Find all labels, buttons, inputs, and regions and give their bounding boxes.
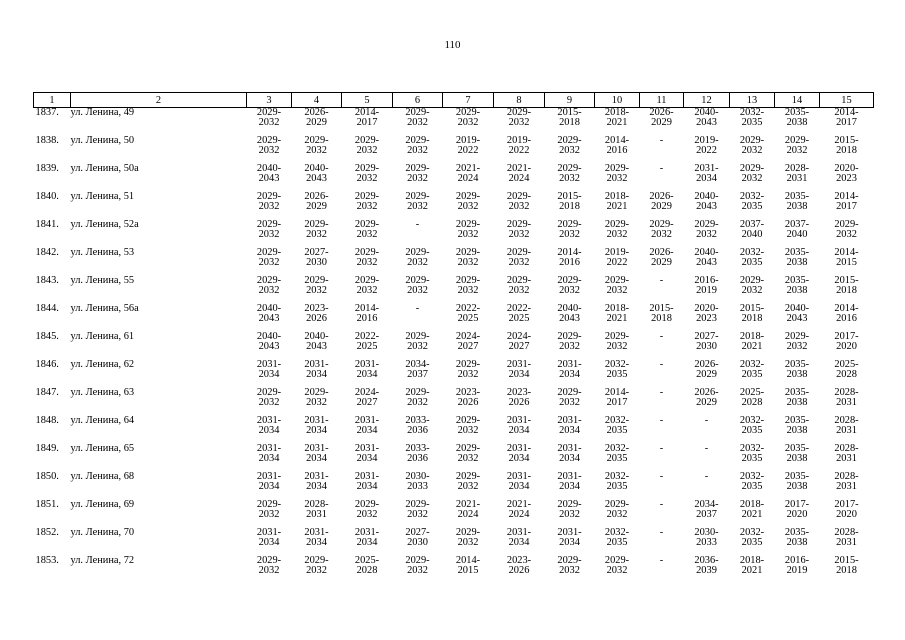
- period-cell: 2015- 2018: [834, 275, 859, 296]
- period-cell: 2022- 2025: [506, 303, 532, 324]
- period-cell: 2028- 2031: [834, 387, 859, 408]
- period-cell: 2029- 2032: [405, 387, 430, 408]
- period-cell: 2015- 2018: [557, 191, 582, 212]
- period-cell: -: [659, 275, 664, 286]
- period-cell: 2022- 2025: [455, 303, 481, 324]
- period-cell: 2035- 2038: [784, 275, 810, 296]
- period-cell: -: [659, 555, 664, 566]
- period-cell: 2028- 2031: [834, 415, 859, 436]
- period-cell: 2018- 2021: [739, 331, 765, 352]
- period-cell: 2029- 2032: [455, 247, 481, 268]
- period-cell: 2029- 2032: [506, 247, 532, 268]
- period-cell: 2025- 2028: [834, 359, 859, 380]
- period-cell: 2029- 2032: [557, 499, 582, 520]
- period-cell: 2029- 2032: [354, 135, 380, 156]
- period-cell: 2029- 2032: [304, 555, 329, 576]
- address-cell: ул. Ленина, 69: [70, 499, 135, 510]
- row-number: 1837.: [35, 107, 59, 118]
- period-cell: 2029- 2032: [455, 191, 481, 212]
- period-cell: 2032- 2035: [739, 359, 765, 380]
- period-cell: 2018- 2021: [604, 191, 630, 212]
- period-cell: 2031- 2034: [304, 359, 329, 380]
- period-cell: 2029- 2032: [304, 219, 329, 240]
- period-cell: 2019- 2022: [604, 247, 630, 268]
- period-cell: 2020- 2023: [834, 163, 859, 184]
- period-cell: 2015- 2018: [739, 303, 765, 324]
- row-number: 1844.: [35, 303, 59, 314]
- period-cell: 2029- 2032: [506, 219, 532, 240]
- period-cell: 2022- 2025: [354, 331, 380, 352]
- period-cell: -: [704, 443, 709, 454]
- period-cell: 2018- 2021: [739, 499, 765, 520]
- period-cell: 2027- 2030: [694, 331, 719, 352]
- period-cell: -: [415, 219, 420, 230]
- period-cell: 2026- 2029: [304, 191, 329, 212]
- period-cell: 2014- 2016: [354, 303, 380, 324]
- period-cell: 2020- 2023: [694, 303, 719, 324]
- address-cell: ул. Ленина, 63: [70, 387, 135, 398]
- period-cell: 2031- 2034: [304, 527, 329, 548]
- period-cell: 2019- 2022: [694, 135, 719, 156]
- period-cell: 2021- 2024: [455, 163, 481, 184]
- period-cell: 2032- 2035: [604, 443, 630, 464]
- period-cell: 2031- 2034: [256, 471, 282, 492]
- period-cell: 2023- 2026: [455, 387, 481, 408]
- period-cell: 2029- 2032: [405, 107, 430, 128]
- period-cell: 2029- 2032: [405, 499, 430, 520]
- period-cell: 2029- 2032: [557, 331, 582, 352]
- column-header: 5: [342, 93, 393, 108]
- period-cell: 2028- 2031: [834, 527, 859, 548]
- table-row: [34, 528, 874, 556]
- period-cell: 2032- 2035: [739, 443, 765, 464]
- period-cell: 2025- 2028: [739, 387, 765, 408]
- row-number: 1846.: [35, 359, 59, 370]
- period-cell: 2029- 2032: [405, 135, 430, 156]
- period-cell: 2031- 2034: [354, 359, 380, 380]
- period-cell: 2028- 2031: [834, 471, 859, 492]
- period-cell: 2037- 2040: [784, 219, 810, 240]
- period-cell: 2040- 2043: [694, 191, 719, 212]
- table-row: [34, 164, 874, 192]
- row-number: 1853.: [35, 555, 59, 566]
- period-cell: 2031- 2034: [557, 471, 582, 492]
- period-cell: 2033- 2036: [405, 415, 430, 436]
- address-cell: ул. Ленина, 68: [70, 471, 135, 482]
- period-cell: 2016- 2019: [784, 555, 810, 576]
- period-cell: 2029- 2032: [455, 415, 481, 436]
- row-number: 1841.: [35, 219, 59, 230]
- table-row: [34, 136, 874, 164]
- period-cell: 2029- 2032: [256, 499, 282, 520]
- period-cell: 2028- 2031: [834, 443, 859, 464]
- period-cell: 2040- 2043: [256, 163, 282, 184]
- period-cell: 2040- 2043: [256, 303, 282, 324]
- row-number: 1845.: [35, 331, 59, 342]
- address-cell: ул. Ленина, 51: [70, 191, 135, 202]
- period-cell: 2035- 2038: [784, 191, 810, 212]
- address-cell: ул. Ленина, 52а: [70, 219, 139, 230]
- address-cell: ул. Ленина, 64: [70, 415, 135, 426]
- table-body: [34, 108, 874, 585]
- column-header: 3: [247, 93, 292, 108]
- period-cell: 2029- 2032: [354, 191, 380, 212]
- period-cell: 2029- 2032: [649, 219, 674, 240]
- period-cell: -: [659, 135, 664, 146]
- table-row: [34, 332, 874, 360]
- period-cell: 2014- 2015: [834, 247, 859, 268]
- period-cell: 2019- 2022: [455, 135, 481, 156]
- period-cell: -: [659, 443, 664, 454]
- period-cell: 2029- 2032: [455, 107, 481, 128]
- period-cell: 2029- 2032: [405, 275, 430, 296]
- period-cell: 2018- 2021: [604, 107, 630, 128]
- period-cell: 2026- 2029: [304, 107, 329, 128]
- period-cell: -: [659, 359, 664, 370]
- header-row: [34, 93, 874, 108]
- row-number: 1848.: [35, 415, 59, 426]
- period-cell: -: [659, 415, 664, 426]
- period-cell: 2040- 2043: [256, 331, 282, 352]
- period-cell: 2021- 2024: [506, 499, 532, 520]
- period-cell: -: [659, 387, 664, 398]
- period-cell: 2032- 2035: [739, 527, 765, 548]
- period-cell: 2030- 2033: [405, 471, 430, 492]
- period-cell: 2029- 2032: [604, 219, 630, 240]
- period-cell: 2026- 2029: [649, 107, 674, 128]
- period-cell: 2032- 2035: [739, 247, 765, 268]
- period-cell: 2014- 2017: [604, 387, 630, 408]
- period-cell: 2031- 2034: [256, 443, 282, 464]
- period-cell: 2024- 2027: [506, 331, 532, 352]
- period-cell: 2029- 2032: [506, 275, 532, 296]
- row-number: 1852.: [35, 527, 59, 538]
- period-cell: 2029- 2032: [604, 275, 630, 296]
- period-cell: 2031- 2034: [304, 443, 329, 464]
- address-cell: ул. Ленина, 72: [70, 555, 135, 566]
- period-cell: -: [659, 163, 664, 174]
- period-cell: 2029- 2032: [604, 331, 630, 352]
- period-cell: 2024- 2027: [354, 387, 380, 408]
- period-cell: 2023- 2026: [506, 387, 532, 408]
- period-cell: 2017- 2020: [834, 499, 859, 520]
- period-cell: 2025- 2028: [354, 555, 380, 576]
- address-cell: ул. Ленина, 65: [70, 443, 135, 454]
- address-cell: ул. Ленина, 53: [70, 247, 135, 258]
- period-cell: 2029- 2032: [506, 191, 532, 212]
- period-cell: 2029- 2032: [557, 275, 582, 296]
- column-header: 6: [393, 93, 443, 108]
- period-cell: 2026- 2029: [694, 359, 719, 380]
- period-cell: 2031- 2034: [354, 443, 380, 464]
- period-cell: 2014- 2016: [834, 303, 859, 324]
- period-cell: 2031- 2034: [354, 415, 380, 436]
- period-cell: 2029- 2032: [694, 219, 719, 240]
- period-cell: 2029- 2032: [557, 135, 582, 156]
- table-row: [34, 472, 874, 500]
- period-cell: 2037- 2040: [739, 219, 765, 240]
- column-header: 7: [443, 93, 494, 108]
- address-cell: ул. Ленина, 49: [70, 107, 135, 118]
- period-cell: 2035- 2038: [784, 415, 810, 436]
- period-cell: -: [704, 471, 709, 482]
- period-cell: 2021- 2024: [455, 499, 481, 520]
- period-cell: 2018- 2021: [604, 303, 630, 324]
- period-cell: 2024- 2027: [455, 331, 481, 352]
- column-header: 2: [71, 93, 247, 108]
- period-cell: 2029- 2032: [405, 331, 430, 352]
- period-cell: 2026- 2029: [649, 191, 674, 212]
- address-cell: ул. Ленина, 70: [70, 527, 135, 538]
- period-cell: 2029- 2032: [455, 359, 481, 380]
- period-cell: 2029- 2032: [506, 107, 532, 128]
- period-cell: 2029- 2032: [256, 555, 282, 576]
- row-number: 1847.: [35, 387, 59, 398]
- period-cell: 2029- 2032: [354, 275, 380, 296]
- period-cell: 2029- 2032: [784, 331, 810, 352]
- period-cell: 2035- 2038: [784, 527, 810, 548]
- period-cell: 2029- 2032: [455, 527, 481, 548]
- period-cell: 2035- 2038: [784, 247, 810, 268]
- row-number: 1849.: [35, 443, 59, 454]
- period-cell: 2029- 2032: [354, 163, 380, 184]
- period-cell: 2029- 2032: [256, 107, 282, 128]
- period-cell: 2029- 2032: [834, 219, 859, 240]
- period-cell: 2029- 2032: [784, 135, 810, 156]
- column-header: 4: [292, 93, 342, 108]
- period-cell: 2027- 2030: [405, 527, 430, 548]
- period-cell: 2040- 2043: [304, 163, 329, 184]
- period-cell: 2029- 2032: [304, 387, 329, 408]
- period-cell: 2040- 2043: [694, 247, 719, 268]
- period-cell: 2017- 2020: [784, 499, 810, 520]
- row-number: 1851.: [35, 499, 59, 510]
- address-cell: ул. Ленина, 50а: [70, 163, 139, 174]
- period-cell: 2040- 2043: [784, 303, 810, 324]
- period-cell: 2031- 2034: [354, 471, 380, 492]
- period-cell: 2040- 2043: [304, 331, 329, 352]
- table-row: [34, 220, 874, 248]
- period-cell: 2018- 2021: [739, 555, 765, 576]
- period-cell: 2033- 2036: [405, 443, 430, 464]
- row-number: 1850.: [35, 471, 59, 482]
- period-cell: 2029- 2032: [557, 219, 582, 240]
- period-cell: 2029- 2032: [256, 387, 282, 408]
- address-cell: ул. Ленина, 56а: [70, 303, 139, 314]
- page-number: 110: [444, 39, 461, 51]
- period-cell: 2029- 2032: [455, 443, 481, 464]
- period-cell: 2029- 2032: [604, 499, 630, 520]
- column-header: 14: [775, 93, 820, 108]
- period-cell: 2023- 2026: [506, 555, 532, 576]
- column-header: 13: [730, 93, 775, 108]
- period-cell: 2032- 2035: [604, 527, 630, 548]
- period-cell: 2032- 2035: [739, 415, 765, 436]
- table-row: [34, 276, 874, 304]
- table-row: [34, 248, 874, 276]
- row-number: 1842.: [35, 247, 59, 258]
- period-cell: 2028- 2031: [304, 499, 329, 520]
- period-cell: 2031- 2034: [694, 163, 719, 184]
- period-cell: 2030- 2033: [694, 527, 719, 548]
- period-cell: 2031- 2034: [256, 527, 282, 548]
- schedule-table: [33, 92, 874, 584]
- address-cell: ул. Ленина, 62: [70, 359, 135, 370]
- period-cell: 2029- 2032: [354, 219, 380, 240]
- period-cell: 2014- 2017: [834, 107, 859, 128]
- period-cell: 2029- 2032: [405, 247, 430, 268]
- period-cell: 2032- 2035: [739, 191, 765, 212]
- period-cell: 2040- 2043: [557, 303, 582, 324]
- period-cell: 2029- 2032: [256, 247, 282, 268]
- period-cell: 2014- 2017: [354, 107, 380, 128]
- table-row: [34, 192, 874, 220]
- column-header: 11: [640, 93, 684, 108]
- period-cell: 2015- 2018: [557, 107, 582, 128]
- period-cell: 2029- 2032: [557, 163, 582, 184]
- period-cell: 2029- 2032: [739, 163, 765, 184]
- period-cell: -: [659, 527, 664, 538]
- period-cell: 2014- 2016: [604, 135, 630, 156]
- column-header: 12: [684, 93, 730, 108]
- period-cell: 2029- 2032: [256, 191, 282, 212]
- period-cell: 2015- 2018: [649, 303, 674, 324]
- period-cell: 2026- 2029: [649, 247, 674, 268]
- period-cell: 2028- 2031: [784, 163, 810, 184]
- period-cell: 2026- 2029: [694, 387, 719, 408]
- period-cell: -: [415, 303, 420, 314]
- table-row: [34, 388, 874, 416]
- period-cell: 2029- 2032: [405, 191, 430, 212]
- row-number: 1838.: [35, 135, 59, 146]
- period-cell: 2031- 2034: [557, 415, 582, 436]
- period-cell: 2031- 2034: [557, 359, 582, 380]
- period-cell: 2029- 2032: [604, 163, 630, 184]
- address-cell: ул. Ленина, 50: [70, 135, 135, 146]
- table-row: [34, 108, 874, 137]
- period-cell: 2019- 2022: [506, 135, 532, 156]
- period-cell: 2029- 2032: [256, 219, 282, 240]
- period-cell: 2032- 2035: [604, 415, 630, 436]
- period-cell: 2032- 2035: [604, 359, 630, 380]
- address-cell: ул. Ленина, 55: [70, 275, 135, 286]
- row-number: 1843.: [35, 275, 59, 286]
- period-cell: 2015- 2018: [834, 555, 859, 576]
- table-row: [34, 444, 874, 472]
- table-row: [34, 416, 874, 444]
- period-cell: 2029- 2032: [739, 135, 765, 156]
- period-cell: 2029- 2032: [455, 219, 481, 240]
- period-cell: 2014- 2015: [455, 555, 481, 576]
- row-number: 1840.: [35, 191, 59, 202]
- period-cell: 2031- 2034: [506, 443, 532, 464]
- period-cell: 2029- 2032: [739, 275, 765, 296]
- period-cell: 2029- 2032: [354, 499, 380, 520]
- address-cell: ул. Ленина, 61: [70, 331, 135, 342]
- period-cell: 2032- 2035: [739, 107, 765, 128]
- period-cell: 2031- 2034: [256, 359, 282, 380]
- column-header: 1: [34, 93, 71, 108]
- period-cell: 2015- 2018: [834, 135, 859, 156]
- period-cell: 2017- 2020: [834, 331, 859, 352]
- period-cell: 2029- 2032: [256, 275, 282, 296]
- period-cell: 2029- 2032: [405, 555, 430, 576]
- period-cell: 2035- 2038: [784, 387, 810, 408]
- period-cell: 2031- 2034: [506, 415, 532, 436]
- period-cell: 2031- 2034: [506, 471, 532, 492]
- period-cell: 2029- 2032: [557, 555, 582, 576]
- period-cell: 2040- 2043: [694, 107, 719, 128]
- period-cell: 2014- 2016: [557, 247, 582, 268]
- period-cell: 2031- 2034: [304, 415, 329, 436]
- period-cell: 2031- 2034: [506, 527, 532, 548]
- column-header: 9: [545, 93, 595, 108]
- period-cell: 2034- 2037: [405, 359, 430, 380]
- period-cell: 2029- 2032: [354, 247, 380, 268]
- period-cell: 2027- 2030: [304, 247, 329, 268]
- period-cell: 2014- 2017: [834, 191, 859, 212]
- period-cell: 2031- 2034: [304, 471, 329, 492]
- period-cell: 2036- 2039: [694, 555, 719, 576]
- period-cell: 2031- 2034: [354, 527, 380, 548]
- period-cell: 2029- 2032: [455, 275, 481, 296]
- table-row: [34, 304, 874, 332]
- period-cell: 2029- 2032: [304, 275, 329, 296]
- period-cell: 2032- 2035: [604, 471, 630, 492]
- period-cell: 2031- 2034: [557, 443, 582, 464]
- row-number: 1839.: [35, 163, 59, 174]
- period-cell: -: [659, 471, 664, 482]
- period-cell: 2031- 2034: [506, 359, 532, 380]
- period-cell: 2034- 2037: [694, 499, 719, 520]
- period-cell: -: [704, 415, 709, 426]
- column-header: 8: [494, 93, 545, 108]
- table-row: [34, 500, 874, 528]
- period-cell: 2029- 2032: [304, 135, 329, 156]
- period-cell: 2035- 2038: [784, 359, 810, 380]
- period-cell: 2031- 2034: [256, 415, 282, 436]
- period-cell: 2035- 2038: [784, 443, 810, 464]
- period-cell: -: [659, 331, 664, 342]
- period-cell: 2029- 2032: [256, 135, 282, 156]
- period-cell: -: [659, 499, 664, 510]
- table-row: [34, 360, 874, 388]
- period-cell: 2029- 2032: [557, 387, 582, 408]
- period-cell: 2029- 2032: [604, 555, 630, 576]
- column-header: 10: [595, 93, 640, 108]
- period-cell: 2021- 2024: [506, 163, 532, 184]
- period-cell: 2029- 2032: [455, 471, 481, 492]
- period-cell: 2035- 2038: [784, 107, 810, 128]
- period-cell: 2032- 2035: [739, 471, 765, 492]
- period-cell: 2029- 2032: [405, 163, 430, 184]
- column-header: 15: [820, 93, 874, 108]
- period-cell: 2023- 2026: [304, 303, 329, 324]
- table-row: [34, 556, 874, 584]
- period-cell: 2035- 2038: [784, 471, 810, 492]
- period-cell: 2031- 2034: [557, 527, 582, 548]
- period-cell: 2016- 2019: [694, 275, 719, 296]
